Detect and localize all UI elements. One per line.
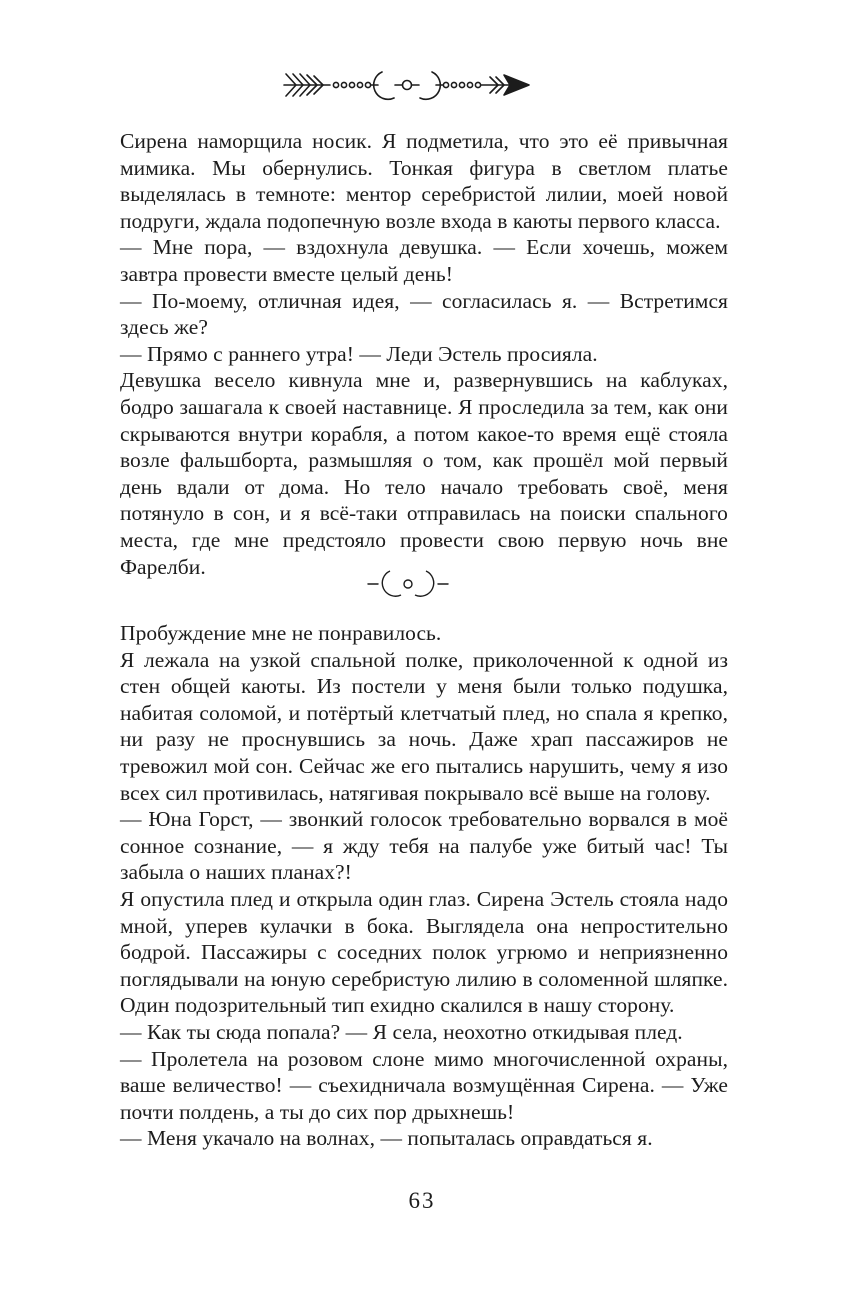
- paragraph: Девушка весело кивнула мне и, развернувшись на каблуках, бодро зашагала к своей наставнице. Я проследила за тем, как они скрываются внутри корабля, а потом какое-то время ещё стояла возле фальшборта, размышляя о том, как прошёл мой первый день вдали от дома. Но тело начало требовать своё, меня потянуло в сон, и я всё-таки отправилась на поиски спального места, где мне предстояло провести свою первую ночь вне Фарелби.: [120, 368, 728, 579]
- paragraph: — Меня укачало на волнах, — попыталась оправдаться я.: [120, 1126, 653, 1151]
- paragraph: — По-моему, отличная идея, — согласилась я. — Встретимся здесь же?: [120, 288, 728, 340]
- section-2: [120, 620, 728, 1152]
- arrow-moon-divider-icon: [282, 62, 532, 108]
- paragraph: Я опустила плед и открыла один глаз. Сирена Эстель стояла надо мной, уперев кулачки в бока. Выглядела она непростительно бодрой. Пассажиры с соседних полок угрюмо и неприязненно поглядывали на юную серебристую лилию в соломенной шляпке. Один подозрительный тип ехидно скалился в нашу сторону.: [120, 886, 728, 1018]
- paragraph: — Пролетела на розовом слоне мимо многочисленной охраны, ваше величество! — съехидничала возмущённая Сирена. — Уже почти полдень, а ты до сих пор дрыхнешь!: [120, 1046, 728, 1124]
- page-number: 63: [408, 1188, 436, 1213]
- paragraph: Сирена наморщила носик. Я подметила, что это её привычная мимика. Мы обернулись. Тонкая фигура в светлом платье выделялась в темноте: ментор серебристой лилии, моей новой подруги, ждала подопечную возле входа в каюты первого класса.: [120, 129, 728, 233]
- moon-divider-icon: [366, 566, 450, 602]
- paragraph: — Прямо с раннего утра! — Леди Эстель просияла.: [120, 341, 598, 366]
- paragraph: — Мне пора, — вздохнула девушка. — Если хочешь, можем завтра провести вместе целый день!: [120, 235, 728, 286]
- section-1: [120, 128, 728, 580]
- paragraph: — Как ты сюда попала? — Я села, неохотно откидывая плед.: [120, 1019, 683, 1044]
- paragraph: Я лежала на узкой спальной полке, приколоченной к одной из стен общей каюты. Из постели у меня были только подушка, набитая соломой, и потёртый клетчатый плед, но спала я крепко, ни разу не проснувшись за ночь. Даже храп пассажиров не тревожил мой сон. Сейчас же его пытались нарушить, чему я изо всех сил противилась, натягивая покрывало всё выше на голову.: [120, 647, 728, 805]
- paragraph: Пробуждение мне не понравилось.: [120, 621, 442, 645]
- paragraph: — Юна Горст, — звонкий голосок требовательно ворвался в моё сонное сознание, — я жду тебя на палубе уже битый час! Ты забыла о наших планах?!: [120, 807, 728, 885]
